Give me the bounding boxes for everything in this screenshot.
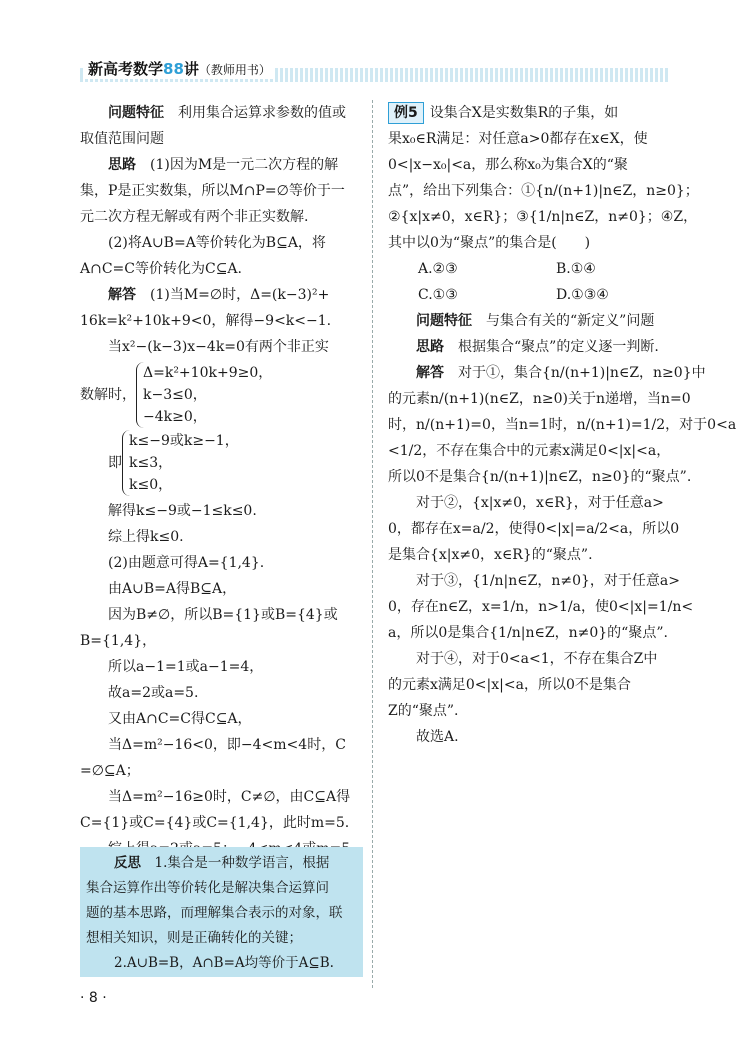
solution-text: 0，存在n∈Z，x=1/n，n>1/a，使0<|x|=1/n<	[388, 599, 694, 615]
solution-text: 0，都存在x=a/2，使得0<|x|=a/2<a，所以0	[388, 521, 680, 537]
option-b: B.①④	[556, 261, 596, 277]
solution-text: 数解时，	[80, 387, 136, 403]
option-c: C.①③	[418, 287, 458, 303]
option-d: D.①③④	[556, 287, 609, 303]
solution-text: 时，n/(n+1)=0，当n=1时，n/(n+1)=1/2，对于0<a	[388, 417, 737, 433]
book-title-main: 新高考数学	[88, 60, 164, 78]
feature-label: 问题特征	[416, 313, 472, 329]
answer-options	[388, 256, 678, 308]
idea-text: 根据集合“聚点”的定义逐一判断.	[458, 339, 659, 355]
solution-line	[80, 282, 365, 308]
solution-text: 的元素n/(n+1)(n∈Z，n≥0)关于n递增，当n=0	[388, 391, 691, 407]
solution-line	[388, 360, 706, 386]
solution-text: 的元素x满足0<|x|<a，所以0不是集合	[388, 677, 631, 693]
reflection-label: 反思	[114, 855, 141, 871]
book-title-number: 88	[163, 60, 184, 78]
feature-text: 利用集合运算求参数的值或	[178, 105, 346, 121]
system-line: k≤3，	[129, 455, 173, 471]
left-column	[80, 100, 365, 862]
solution-text: C={1}或C={4}或C={1,4}，此时m=5.	[80, 815, 350, 831]
reflection-text: 题的基本思路，而理解集合表示的对象，联	[86, 905, 343, 921]
idea-text: (1)因为M是一元二次方程的解	[150, 157, 339, 173]
solution-text: B={1,4}，	[80, 633, 157, 649]
example-text: 设集合X是实数集R的子集，如	[429, 105, 619, 121]
example-text: 果x₀∈R满足：对任意a>0都存在x∈X，使	[388, 131, 648, 147]
reflection-line	[86, 851, 357, 876]
idea-text: 元二次方程无解或有两个非正实数解.	[80, 209, 309, 225]
page-number: · 8 ·	[80, 990, 107, 1006]
inequality-system-2	[80, 430, 365, 496]
system-prefix: 即	[108, 455, 122, 471]
system-line: k−3≤0，	[143, 387, 207, 403]
reflection-text: 2.A∪B=B，A∩B=A均等价于A⊆B.	[114, 955, 334, 971]
solution-text: (1)当M=∅时，Δ=(k−3)²+	[150, 287, 330, 303]
solution-text: 对于④，对于0<a<1，不存在集合Z中	[416, 651, 658, 667]
reflection-text: 想相关知识，则是正确转化的关键；	[86, 930, 302, 946]
inequality-system-1	[80, 362, 365, 428]
page-header	[80, 58, 670, 86]
example-text: 0<|x−x₀|<a，那么称x₀为集合X的“聚	[388, 157, 628, 173]
solution-label: 解答	[108, 287, 136, 303]
system-line: k≤−9或k≥−1，	[129, 433, 239, 449]
solution-text: 故a=2或a=5.	[108, 685, 199, 701]
solution-text: a，所以0是集合{1/n|n∈Z，n≠0}的“聚点”.	[388, 625, 668, 641]
solution-text: 所以0不是集合{n/(n+1)|n∈Z，n≥0}的“聚点”.	[388, 469, 692, 485]
idea-line	[388, 334, 678, 360]
idea-text: A∩C=C等价转化为C⊆A.	[80, 261, 242, 277]
solution-text: 当Δ=m²−16<0，即−4<m<4时，C	[108, 737, 346, 753]
solution-text: 当Δ=m²−16≥0时，C≠∅，由C⊆A得	[108, 789, 351, 805]
book-subtitle: （教师用书）	[198, 63, 271, 77]
idea-text: 集，P是正实数集，所以M∩P=∅等价于一	[80, 183, 345, 199]
problem-feature	[80, 100, 365, 126]
system-line: k≤0，	[129, 477, 173, 493]
example-text: 其中以0为“聚点”的集合是( )	[388, 235, 591, 251]
solution-text: =∅⊆A；	[80, 763, 140, 779]
solution-text: 故选A.	[416, 729, 459, 745]
solution-text: 对于②，{x|x≠0，x∈R}，对于任意a>	[416, 495, 664, 511]
solution-text: 因为B≠∅，所以B={1}或B={4}或	[108, 607, 338, 623]
feature-label: 问题特征	[108, 105, 164, 121]
solution-text: 综上得k≤0.	[108, 529, 184, 545]
solution-text: Z的“聚点”.	[388, 703, 459, 719]
feature-text: 与集合有关的“新定义”问题	[486, 313, 655, 329]
reflection-box	[80, 847, 363, 977]
system-line: −4k≥0，	[143, 409, 207, 425]
example-text: ②{x|x≠0，x∈R}；③{1/n|n∈Z，n≠0}；④Z，	[388, 209, 698, 225]
right-column	[388, 100, 737, 750]
idea-label: 思路	[108, 157, 136, 173]
option-a: A.②③	[418, 261, 458, 277]
solution-label: 解答	[416, 365, 444, 381]
problem-feature	[388, 308, 678, 334]
solution-text: 由A∪B=A得B⊆A，	[108, 581, 237, 597]
brace	[122, 430, 239, 496]
solution-text: 又由A∩C=C得C⊆A，	[108, 711, 252, 727]
solution-text: 是集合{x|x≠0，x∈R}的“聚点”.	[388, 547, 593, 563]
system-line: Δ=k²+10k+9≥0，	[143, 365, 273, 381]
brace	[136, 362, 272, 428]
solution-text: 16k=k²+10k+9<0，解得−9<k<−1.	[80, 313, 332, 329]
solution-text: (2)由题意可得A={1,4}.	[108, 555, 265, 571]
solution-text: 所以a−1=1或a−1=4，	[108, 659, 264, 675]
solution-text: 解得k≤−9或−1≤k≤0.	[108, 503, 257, 519]
column-divider	[372, 100, 373, 988]
solution-text: 当x²−(k−3)x−4k=0有两个非正实	[108, 339, 329, 355]
idea-line	[80, 152, 365, 178]
idea-text: (2)将A∪B=A等价转化为B⊆A，将	[108, 235, 326, 251]
feature-text-cont: 取值范围问题	[80, 131, 164, 147]
solution-text: 对于①，集合{n/(n+1)|n∈Z，n≥0}中	[458, 365, 706, 381]
idea-label: 思路	[416, 339, 444, 355]
example-line	[388, 100, 678, 126]
example-tag: 例5	[388, 102, 424, 124]
reflection-text: 集合运算作出等价转化是解决集合运算问	[86, 880, 329, 896]
book-title	[84, 58, 275, 79]
solution-text: <1/2，不存在集合中的元素x满足0<|x|<a，	[388, 443, 671, 459]
book-title-unit: 讲	[183, 60, 199, 78]
solution-text: 对于③，{1/n|n∈Z，n≠0}，对于任意a>	[416, 573, 681, 589]
example-text: 点”，给出下列集合：①{n/(n+1)|n∈Z，n≥0}；	[388, 183, 699, 199]
reflection-text: 1.集合是一种数学语言，根据	[154, 855, 330, 871]
